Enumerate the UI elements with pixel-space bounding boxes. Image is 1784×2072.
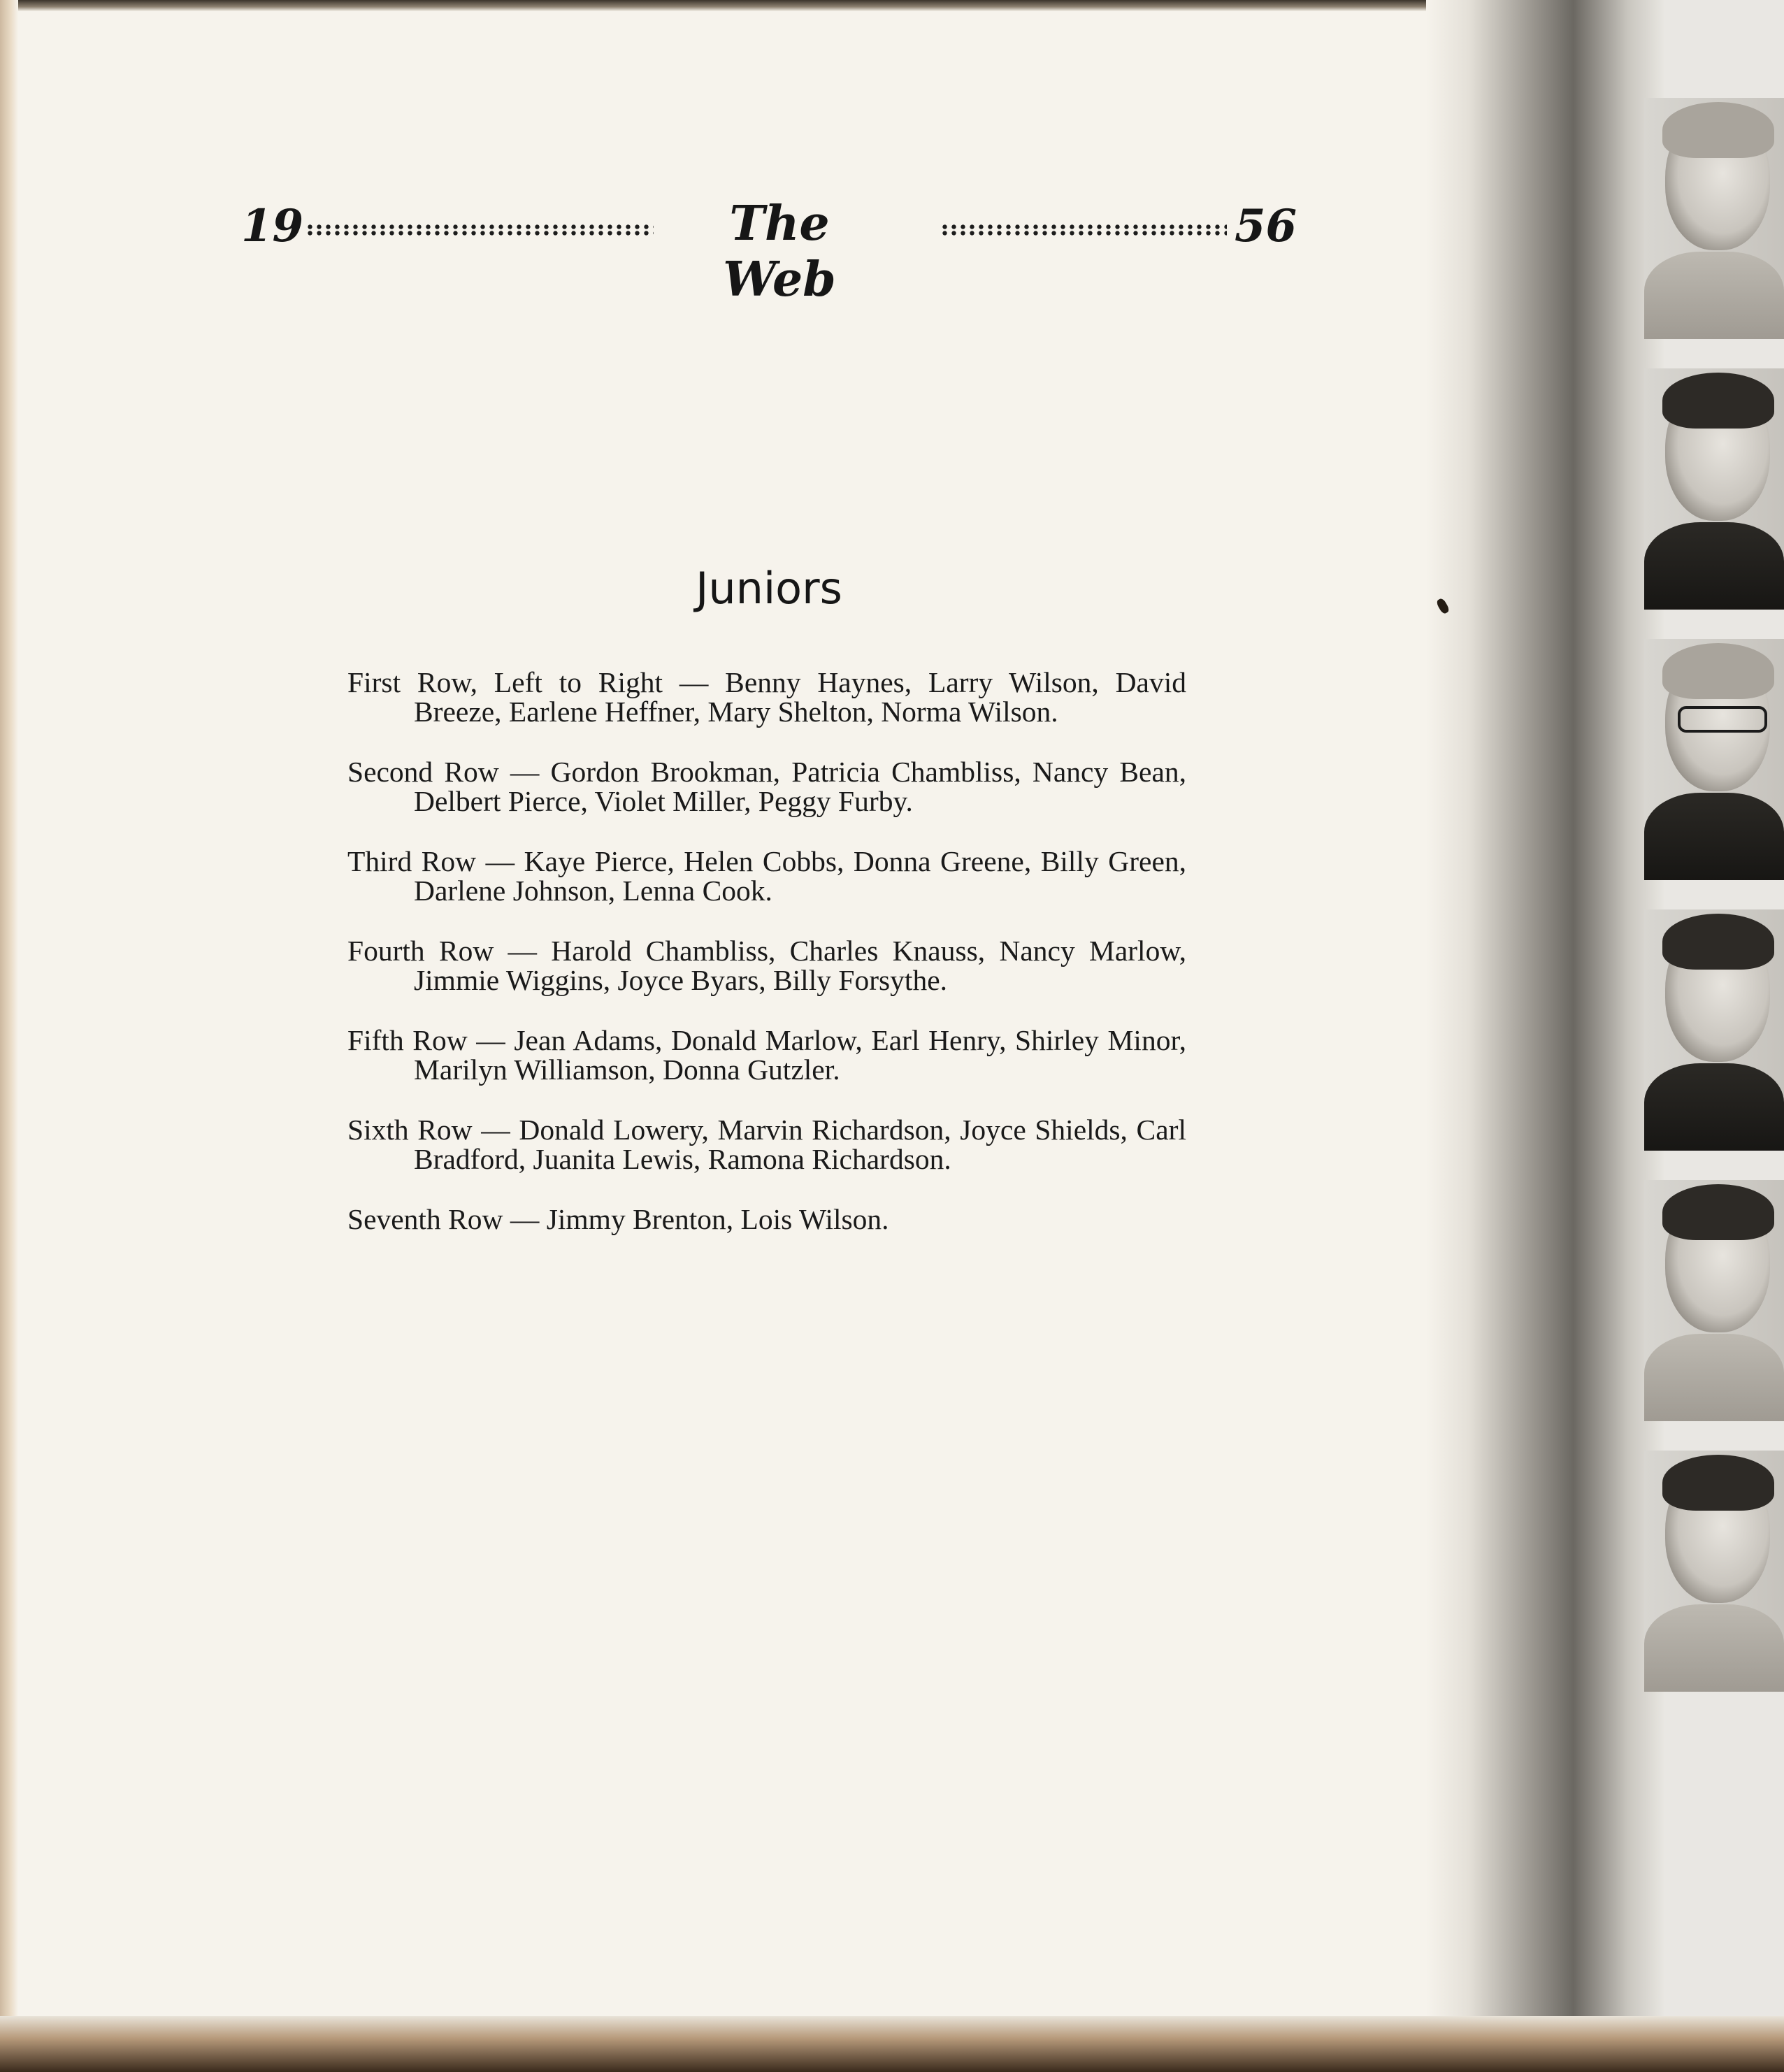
caption-list (347, 668, 1186, 1265)
caption-row-7: Seventh Row — Jimmy Brenton, Lois Wilson. (347, 1203, 889, 1235)
header-ornament-right (940, 224, 1227, 236)
portrait-photo (1644, 639, 1784, 880)
caption-row-2: Second Row — Gordon Brookman, Patricia Chambliss, Nancy Bean, Delbert Pierce, Violet Miller, Peggy Furby. (347, 756, 1186, 817)
running-header (241, 196, 1297, 308)
page-left-edge (0, 0, 18, 2072)
portrait-photo (1644, 1451, 1784, 1692)
header-year-left: 19 (241, 200, 304, 252)
caption-row-4: Fourth Row — Harold Chambliss, Charles Knauss, Nancy Marlow, Jimmie Wiggins, Joyce Byars, Billy Forsythe. (347, 935, 1186, 996)
caption-row-3: Third Row — Kaye Pierce, Helen Cobbs, Donna Greene, Billy Green, Darlene Johnson, Lenna Cook. (347, 845, 1186, 907)
caption-row-6: Sixth Row — Donald Lowery, Marvin Richardson, Joyce Shields, Carl Bradford, Juanita Lewis, Ramona Richardson. (347, 1114, 1186, 1175)
portrait-photo (1644, 1180, 1784, 1421)
portrait-photo (1644, 909, 1784, 1151)
section-title: Juniors (696, 563, 842, 614)
portrait-column (1644, 98, 1784, 1721)
header-year-right: 56 (1234, 200, 1297, 252)
portrait-photo (1644, 98, 1784, 339)
header-ornament-left (305, 224, 654, 236)
portrait-photo (1644, 368, 1784, 610)
page-bottom-edge (0, 2016, 1784, 2072)
caption-row-1: First Row, Left to Right — Benny Haynes, Larry Wilson, David Breeze, Earlene Heffner, Mary Shelton, Norma Wilson. (347, 666, 1186, 728)
book-gutter (1426, 0, 1664, 2072)
header-title: The Web (723, 196, 836, 308)
caption-row-5: Fifth Row — Jean Adams, Donald Marlow, Earl Henry, Shirley Minor, Marilyn Williamson, Donna Gutzler. (347, 1024, 1186, 1086)
